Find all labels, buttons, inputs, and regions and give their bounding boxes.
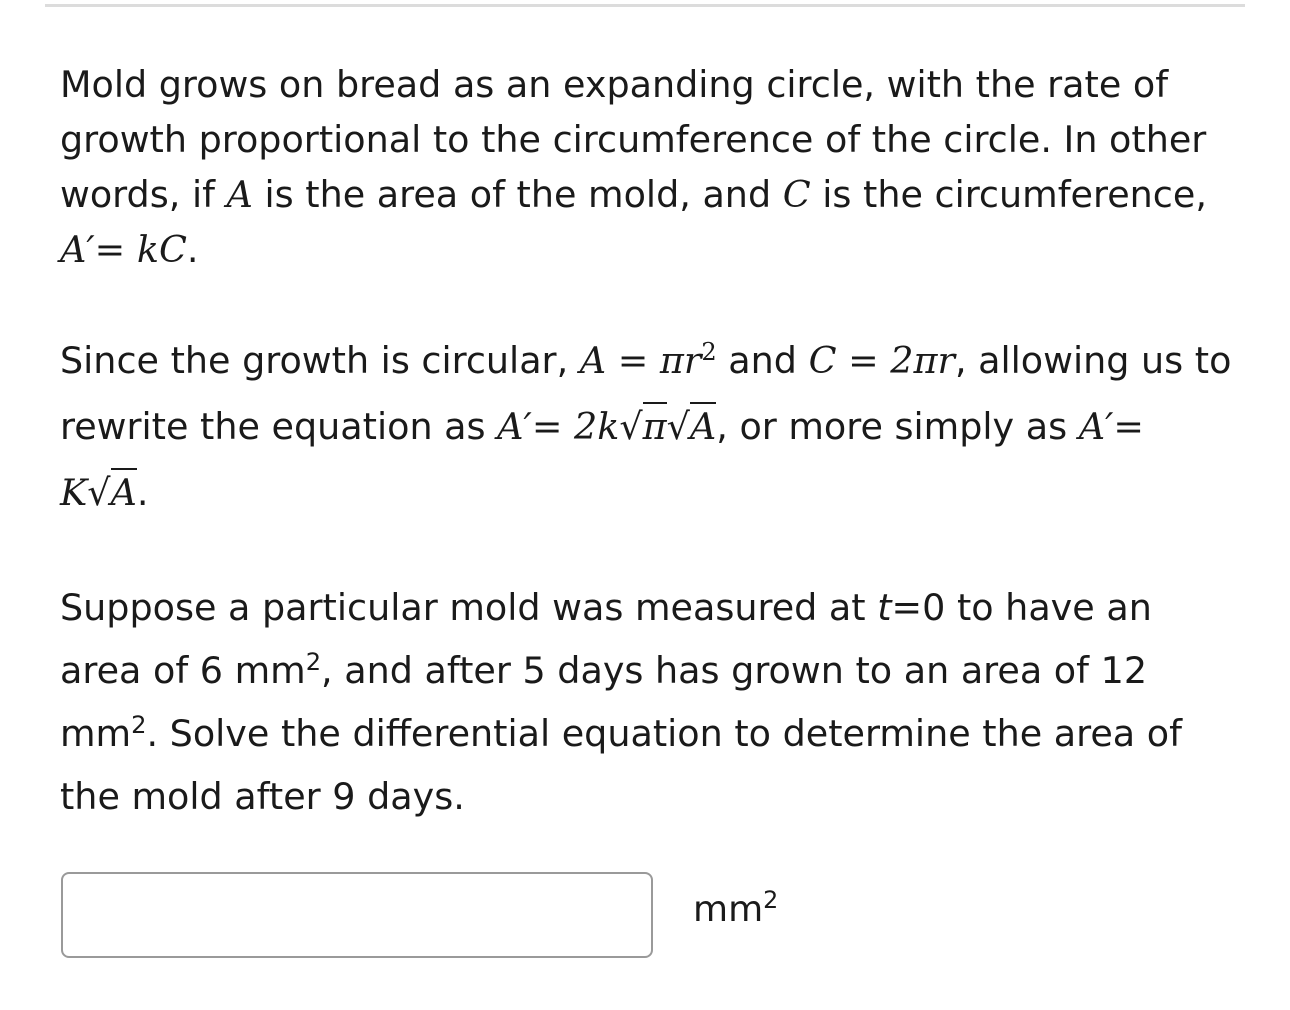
answer-unit [693, 880, 778, 940]
math-area-exponent: 2 [701, 337, 717, 366]
question-text-1: Suppose a particular mold was measured at [60, 586, 878, 629]
math-area-formula: A = πr [579, 339, 702, 382]
math-circ-formula: C = 2πr [808, 339, 955, 382]
math-rate-equation: A′= kC [60, 228, 187, 271]
problem-paragraph-rewrite [60, 328, 1240, 526]
problem-paragraph-intro [60, 57, 1240, 277]
sqrt-symbol: √ [666, 405, 690, 448]
math-simple-radicand: A [111, 468, 137, 514]
answer-input[interactable] [61, 872, 653, 958]
top-divider [45, 4, 1245, 7]
question-text-4: . Solve the differential equation to determine the area of the mold after 9 days. [60, 712, 1182, 818]
time-variable: t [877, 586, 892, 629]
math-area-var: A [226, 173, 253, 216]
rewrite-text-5: . [136, 471, 149, 514]
rewrite-text-3: , allowing us to rewrite the equation as [60, 339, 1232, 448]
math-radicand-pi: π [643, 402, 667, 448]
problem-paragraph-question [60, 576, 1240, 828]
sqrt-symbol: √ [87, 471, 111, 514]
rewrite-text-1: Since the growth is circular, [60, 339, 580, 382]
intro-text-3: is the circumference, [810, 173, 1207, 216]
question-text-2: =0 to have an area of 6 mm [60, 586, 1152, 692]
unit-exponent: 2 [305, 647, 322, 676]
unit-exponent: 2 [131, 710, 147, 739]
rewrite-text-4: , or more simply as [716, 405, 1079, 448]
intro-text-4: . [186, 228, 199, 271]
rewrite-text-2: and [716, 339, 809, 382]
math-rewrite-lhs: A′= 2k [497, 405, 620, 448]
intro-text-2: is the area of the mold, and [252, 173, 783, 216]
answer-unit-base: mm [693, 889, 764, 930]
math-circ-var: C [782, 173, 811, 216]
answer-unit-exponent: 2 [763, 885, 779, 914]
math-simple-lhs: A′= K [60, 405, 1144, 514]
intro-text-1: Mold grows on bread as an expanding circle, with the rate of growth proportional to the circumference of the circle. In other words, if [60, 63, 1207, 216]
sqrt-symbol: √ [619, 405, 643, 448]
math-radicand-area: A [690, 402, 716, 448]
question-text-3: , and after 5 days has grown to an area of 12 mm [60, 649, 1148, 755]
